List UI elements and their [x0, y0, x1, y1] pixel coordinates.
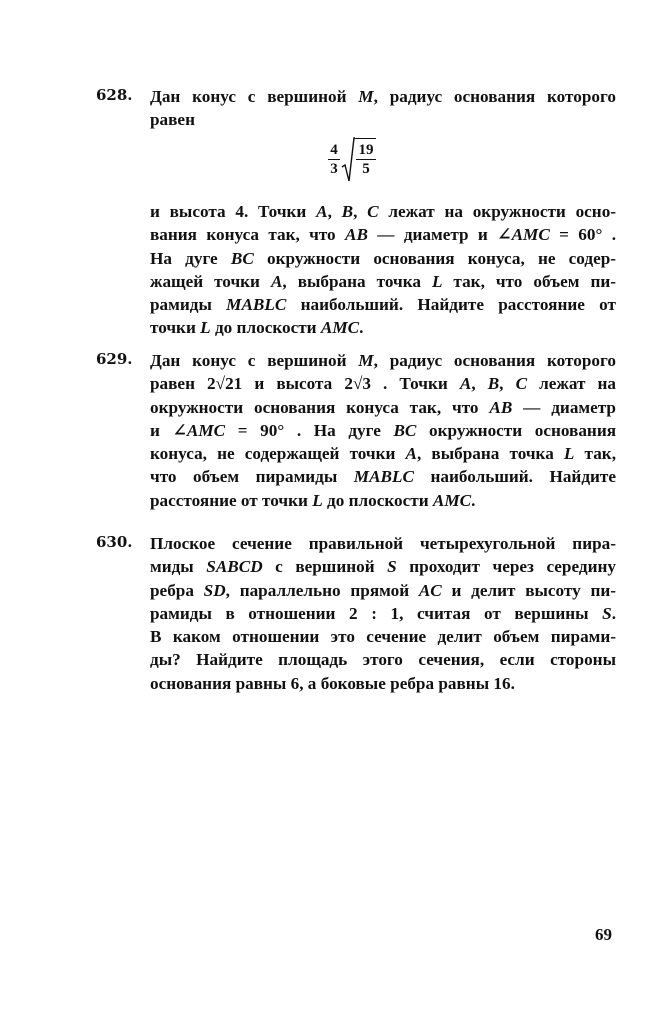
text-segment: равен 2√21 и высота 2√3 . Точки	[150, 374, 460, 394]
text-segment: .	[611, 603, 616, 623]
text-segment: наибольший. Найдите	[413, 467, 616, 487]
coefficient-fraction	[328, 141, 340, 178]
text-segment: и	[150, 420, 173, 440]
text-line	[150, 648, 616, 671]
text-line	[150, 108, 616, 131]
problem-text	[150, 85, 616, 132]
text-segment: ,	[353, 202, 368, 221]
math-variable: BC	[230, 248, 254, 268]
math-variable: A	[459, 374, 472, 394]
text-segment: Дан конус с вершиной	[150, 351, 359, 370]
text-segment: до плоскости	[210, 318, 321, 338]
text-segment: жащей точки	[150, 271, 271, 291]
text-line	[150, 555, 616, 578]
text-line	[150, 442, 616, 465]
text-segment: ,	[499, 374, 516, 394]
text-segment: , выбрана точка	[417, 444, 564, 464]
text-line	[150, 465, 616, 488]
square-root-icon	[341, 137, 355, 183]
text-segment: лежат на окружности осно-	[378, 202, 617, 221]
text-segment: На дуге	[150, 248, 231, 268]
text-line	[150, 579, 616, 602]
text-line	[150, 532, 616, 555]
denominator: 3	[330, 161, 338, 177]
text-segment: конуса, не содержащей точки	[150, 444, 406, 464]
problem-text-continued	[150, 200, 616, 340]
math-variable: ∠AMC	[497, 225, 550, 245]
text-segment: и делит высоту пи-	[441, 580, 616, 600]
text-segment: окружности основания	[416, 420, 617, 440]
text-segment: рамиды	[150, 295, 227, 315]
math-variable: AB	[489, 397, 513, 417]
text-line	[150, 293, 616, 316]
text-segment: , выбрана точка	[282, 271, 432, 291]
text-segment: = 60° .	[549, 225, 616, 245]
text-line	[150, 223, 616, 246]
numerator: 4	[330, 142, 338, 158]
math-variable: A	[316, 202, 328, 221]
text-segment: , радиус основания которого	[373, 351, 616, 370]
problem-number: 628.	[96, 86, 133, 104]
problem-number: 629.	[96, 350, 133, 368]
radius-formula	[328, 137, 388, 185]
text-segment: окружности основания конуса так, что	[150, 397, 490, 417]
text-segment: вания конуса так, что	[150, 225, 345, 245]
text-segment: точки	[150, 318, 201, 338]
text-segment: В каком отношении это сечение делит объем пирами-	[150, 627, 616, 647]
math-variable: C	[515, 374, 528, 394]
text-segment: Плоское сечение правильной четырехугольной пира-	[150, 534, 616, 553]
text-line	[150, 200, 616, 223]
text-segment: рамиды в отношении 2 : 1, считая от вершины	[150, 603, 603, 623]
math-variable: L	[200, 318, 211, 338]
math-variable: MABLC	[226, 295, 287, 315]
text-segment: Дан конус с вершиной	[150, 87, 359, 106]
text-segment: = 90° . На дуге	[225, 420, 394, 440]
math-variable: SD	[203, 580, 226, 600]
text-line	[150, 247, 616, 270]
text-line	[150, 625, 616, 648]
text-line	[150, 372, 616, 395]
page-number: 69	[595, 925, 612, 944]
text-line	[150, 672, 616, 695]
math-variable: AC	[418, 580, 442, 600]
math-variable: MABLC	[353, 467, 414, 487]
text-segment: так,	[574, 444, 616, 464]
text-line	[150, 489, 616, 512]
problem-number: 630.	[96, 533, 133, 551]
text-line	[150, 316, 616, 339]
text-line	[150, 85, 616, 108]
text-line	[150, 419, 616, 442]
math-variable: L	[431, 271, 443, 291]
math-variable: AB	[345, 225, 368, 245]
text-segment: так, что объем пи-	[442, 271, 616, 291]
math-variable: ∠AMC	[172, 420, 226, 440]
text-segment: что объем пирамиды	[150, 467, 354, 487]
text-segment: миды	[150, 557, 207, 577]
text-segment: — диаметр и	[367, 225, 498, 245]
text-segment: ,	[327, 202, 342, 221]
text-segment: — диаметр	[512, 397, 616, 417]
text-line	[150, 396, 616, 419]
text-segment: ды? Найдите площадь этого сечения, если стороны	[150, 650, 616, 670]
text-segment: проходит через середину	[396, 557, 616, 577]
text-segment: расстояние от точки	[150, 490, 313, 510]
text-segment: .	[471, 490, 476, 510]
math-variable: M	[358, 351, 374, 370]
math-variable: S	[387, 557, 397, 577]
text-segment: наибольший. Найдите расстояние от	[286, 295, 616, 315]
math-variable: SABCD	[206, 557, 263, 577]
text-line	[150, 270, 616, 293]
text-segment: основания равны 6, а боковые ребра равны 16.	[150, 673, 515, 693]
math-variable: B	[487, 374, 500, 394]
numerator: 19	[358, 142, 374, 158]
math-variable: A	[270, 271, 283, 291]
problem-text	[150, 349, 616, 512]
text-segment: .	[359, 318, 364, 338]
math-variable: S	[602, 603, 612, 623]
text-segment: и высота 4. Точки	[150, 202, 317, 221]
text-segment: , радиус основания которого	[373, 87, 616, 106]
math-variable: A	[405, 444, 418, 464]
text-line	[150, 349, 616, 372]
text-segment: равен	[150, 110, 195, 130]
math-variable: B	[341, 202, 354, 221]
text-segment: лежат на	[527, 374, 617, 394]
math-variable: M	[358, 87, 374, 106]
text-segment: , параллельно прямой	[225, 580, 419, 600]
text-segment: окружности основания конуса, не содер-	[253, 248, 616, 268]
text-segment: ребра	[150, 580, 204, 600]
text-segment: ,	[471, 374, 488, 394]
math-variable: AMC	[432, 490, 472, 510]
problem-text	[150, 532, 616, 695]
denominator: 5	[362, 161, 370, 177]
math-variable: C	[367, 202, 379, 221]
text-segment: с вершиной	[262, 557, 388, 577]
math-variable: AMC	[320, 318, 360, 338]
math-variable: L	[563, 444, 575, 464]
radicand-fraction	[356, 141, 376, 178]
text-line	[150, 602, 616, 625]
text-segment: до плоскости	[322, 490, 433, 510]
math-variable: BC	[393, 420, 417, 440]
math-variable: L	[312, 490, 323, 510]
